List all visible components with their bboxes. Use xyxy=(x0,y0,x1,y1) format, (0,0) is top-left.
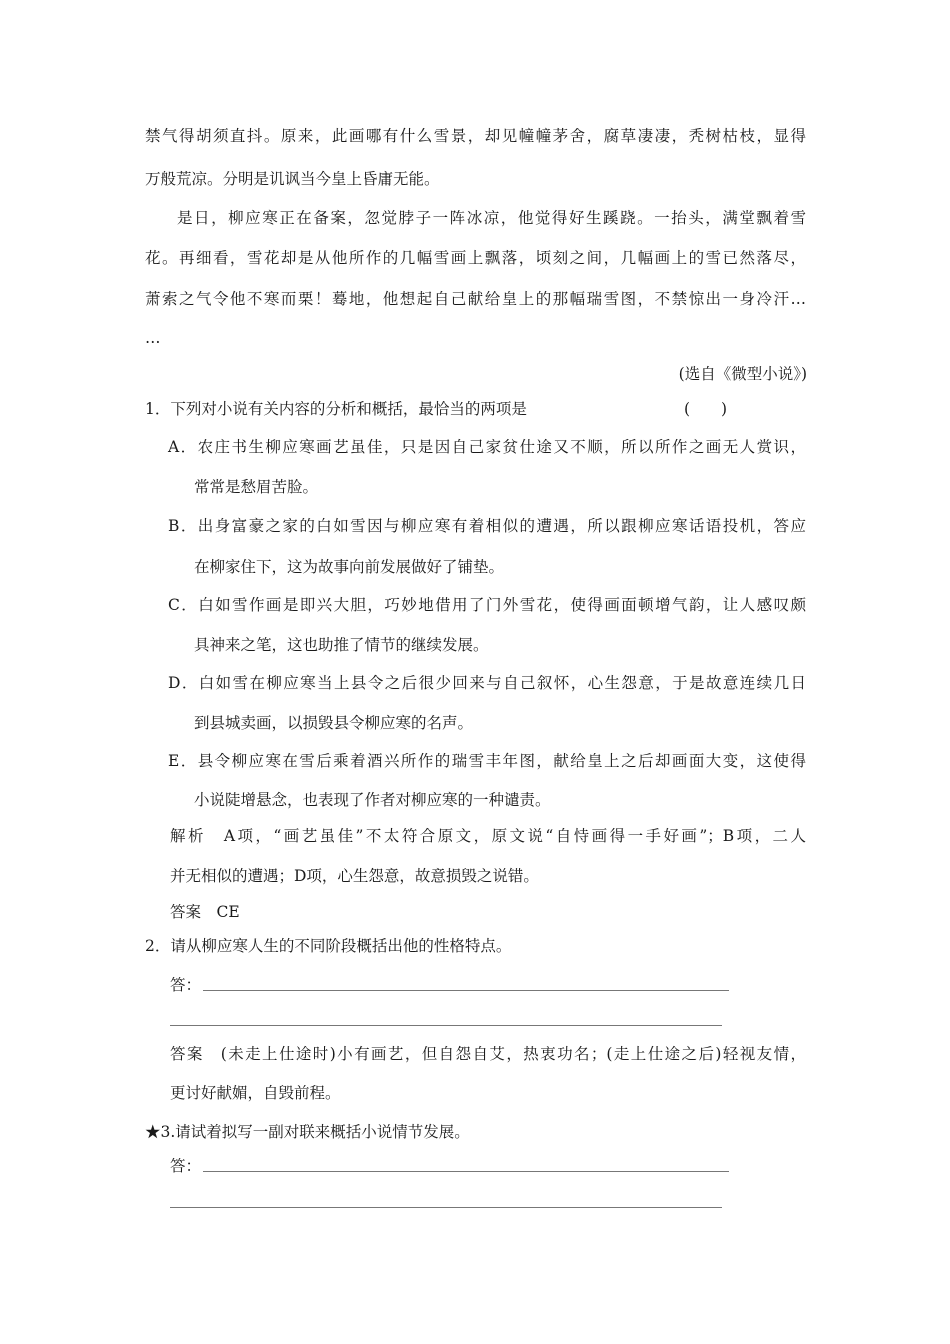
option-b-cont: 在柳家住下，这为故事向前发展做好了铺垫。 xyxy=(194,558,505,576)
answer-prefix: 答： xyxy=(170,976,202,994)
analysis-cont: 并无相似的遭遇；D项，心生怨意，故意损毁之说错。 xyxy=(170,867,539,885)
option-e: E．县令柳应寒在雪后乘着酒兴所作的瑞雪丰年图，献给皇上之后却画面大变，这使得 xyxy=(168,752,806,770)
passage-line: 花。再细看，雪花却是从他所作的几幅雪画上飘落，顷刻之间，几幅画上的雪已然落尽， xyxy=(145,249,806,267)
option-c: C．白如雪作画是即兴大胆，巧妙地借用了门外雪花，使得画面顿增气韵，让人感叹颇 xyxy=(168,596,806,614)
option-d: D．白如雪在柳应寒当上县令之后很少回来与自己叙怀，心生怨意，于是故意连续几日 xyxy=(168,674,806,692)
option-a: A．农庄书生柳应寒画艺虽佳，只是因自己家贫仕途又不顺，所以所作之画无人赏识， xyxy=(168,438,806,456)
answer-blank-line[interactable] xyxy=(170,1025,722,1026)
option-a-cont: 常常是愁眉苦脸。 xyxy=(194,478,319,496)
answer-prefix: 答： xyxy=(170,1157,202,1175)
answer-blank-line[interactable] xyxy=(170,1207,722,1208)
passage-line: … xyxy=(145,329,161,347)
option-d-cont: 到县城卖画，以损毁县令柳应寒的名声。 xyxy=(194,714,474,732)
answer-blank-line[interactable] xyxy=(203,990,729,991)
answer-q1: 答案 CE xyxy=(170,903,240,921)
question-3-stem: ★3.请试着拟写一副对联来概括小说情节发展。 xyxy=(145,1123,470,1141)
option-c-cont: 具神来之笔，这也助推了情节的继续发展。 xyxy=(194,636,489,654)
answer-parentheses: ( ) xyxy=(684,400,728,418)
answer-q2: 答案 (未走上仕途时)小有画艺，但自怨自艾，热衷功名；(走上仕途之后)轻视友情， xyxy=(170,1045,806,1063)
option-e-cont: 小说陡增悬念，也表现了作者对柳应寒的一种谴责。 xyxy=(194,791,551,809)
passage-source: (选自《微型小说》) xyxy=(678,365,807,383)
passage-line: 万般荒凉。分明是讥讽当今皇上昏庸无能。 xyxy=(145,170,440,188)
option-b: B．出身富豪之家的白如雪因与柳应寒有着相似的遭遇，所以跟柳应寒话语投机，答应 xyxy=(168,517,806,535)
analysis: 解析 A项，“画艺虽佳”不太符合原文，原文说“自恃画得一手好画”；B项，二人 xyxy=(170,827,806,845)
passage-line: 萧索之气令他不寒而栗！蓦地，他想起自己献给皇上的那幅瑞雪图，不禁惊出一身冷汗… xyxy=(145,290,806,308)
answer-q2-cont: 更讨好献媚，自毁前程。 xyxy=(170,1084,341,1102)
question-1-stem: 1．下列对小说有关内容的分析和概括，最恰当的两项是 xyxy=(145,400,527,418)
passage-line: 是日，柳应寒正在备案，忽觉脖子一阵冰凉，他觉得好生蹊跷。一抬头，满堂飘着雪 xyxy=(177,209,806,227)
answer-blank-line[interactable] xyxy=(203,1171,729,1172)
question-2-stem: 2．请从柳应寒人生的不同阶段概括出他的性格特点。 xyxy=(145,937,512,955)
passage-line: 禁气得胡须直抖。原来，此画哪有什么雪景，却见幢幢茅舍，腐草凄凄，秃树枯枝，显得 xyxy=(145,127,806,145)
